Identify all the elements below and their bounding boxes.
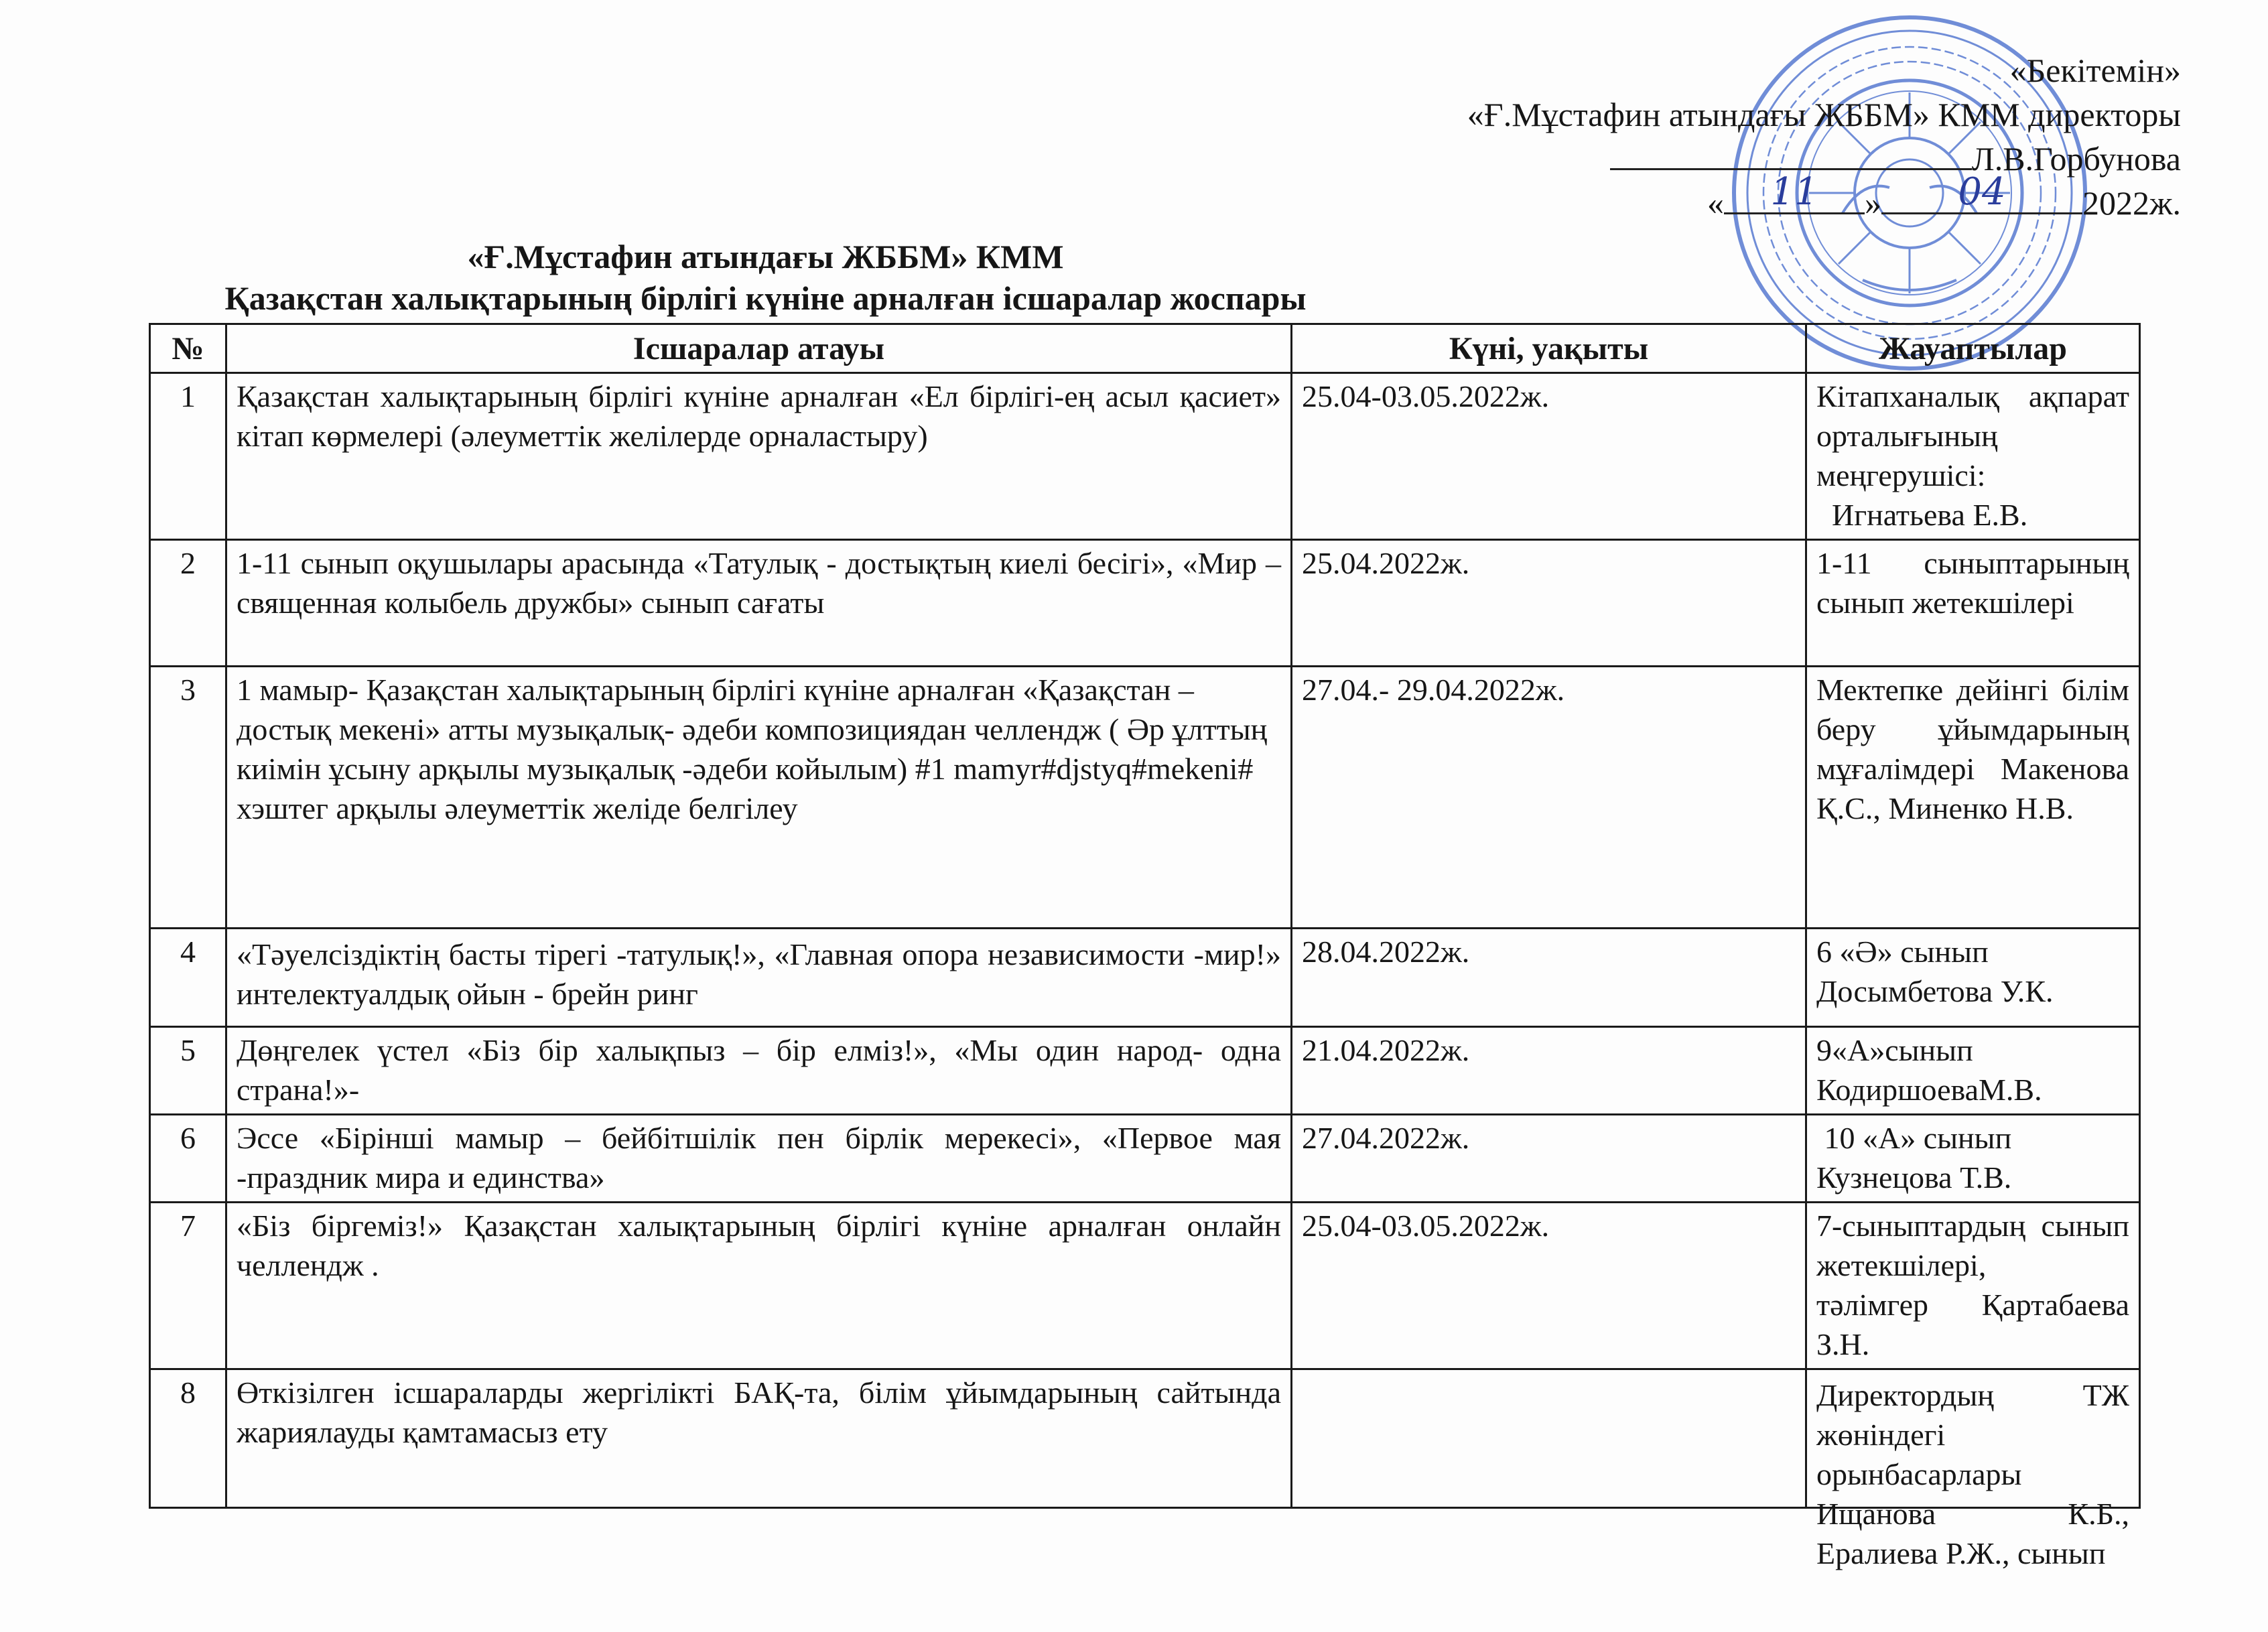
row-number: 6 (150, 1115, 226, 1203)
event-name-text: «Тәуелсіздіктің басты тірегі -татулық!», «Главная опора независимости -мир!» интелектуалдық ойын - брейн ринг (237, 937, 1281, 1011)
responsible-line: Кітапханалық ақпарат орталығының меңгерушісі: (1816, 379, 2129, 492)
event-date: 27.04.- 29.04.2022ж. (1292, 667, 1806, 929)
approval-date-row (1467, 170, 2181, 225)
organization-name: «Ғ.Мұстафин атындағы ЖББМ» КММ (467, 238, 1064, 275)
column-header-responsible: Жауаптылар (1806, 324, 2140, 373)
date-day-line (1724, 170, 1865, 214)
event-responsible (1806, 373, 2140, 540)
event-responsible (1806, 1115, 2140, 1203)
responsible-line: Игнатьева Е.В. (1816, 498, 2028, 532)
responsible-line: тәлімгер Қартабаева З.Н. (1816, 1288, 2129, 1361)
event-responsible (1806, 1369, 2140, 1570)
events-table (149, 323, 2141, 1570)
event-date: 25.04-03.05.2022ж. (1292, 373, 1806, 540)
signature-line (1610, 139, 1972, 170)
event-date: 25.04.2022ж. (1292, 540, 1806, 667)
table-row (150, 1203, 2140, 1369)
table-row (150, 540, 2140, 667)
event-date: 27.04.2022ж. (1292, 1115, 1806, 1203)
event-responsible (1806, 667, 2140, 929)
responsible-line: Директордың ТЖ жөніндегі орынбасарлары Ищанова К.Б., Ералиева Р.Ж., сынып (1816, 1378, 2129, 1570)
event-responsible (1806, 540, 2140, 667)
event-name: 1 мамыр- Қазақстан халықтарының бірлігі күніне арналған «Қазақстан – достық мекені» атты музықалық- әдеби композициядан челлендж ( Әр ұлттың киімін ұсыну арқылы музықалық -әдеби койылым) #1 mamyr#djstyq#mekeni# хэштег арқылы әлеуметтік желіде белгілеу (226, 667, 1292, 929)
responsible-line: Мектепке дейінгі білім беру ұйымдарының мұғалімдері Макенова Қ.С., Миненко Н.В. (1816, 673, 2129, 825)
approval-block (1467, 48, 2181, 225)
responsible-line: 10 «А» сынып (1816, 1121, 2012, 1155)
column-header-number: № (150, 324, 226, 373)
event-responsible (1806, 929, 2140, 1027)
table-row (150, 929, 2140, 1027)
date-month-handwriting: 04 (1958, 170, 2006, 214)
approval-signer: Л.В.Горбунова (1971, 140, 2181, 178)
event-name: «Біз біргеміз!» Қазақстан халықтарының бірлігі күніне арналған онлайн челлендж . (226, 1203, 1292, 1369)
event-date: 25.04-03.05.2022ж. (1292, 1203, 1806, 1369)
row-number: 7 (150, 1203, 226, 1369)
responsible-line: Досымбетова У.К. (1816, 974, 2054, 1008)
responsible-line: КодиршоеваМ.В. (1816, 1073, 2042, 1107)
event-name: Дөңгелек үстел «Біз бір халықпыз – бір елміз!», «Мы один народ- одна страна!»- (226, 1027, 1292, 1115)
responsible-line: 7-сыныптардың сынып жетекшілері, (1816, 1209, 2129, 1282)
event-date (1292, 1369, 1806, 1508)
column-header-date: Күні, уақыты (1292, 324, 1806, 373)
responsible-line: 9«А»сынып (1816, 1033, 1973, 1067)
table-row (150, 1115, 2140, 1203)
event-responsible (1806, 1203, 2140, 1369)
event-responsible (1806, 1027, 2140, 1115)
column-header-name: Ісшаралар атауы (226, 324, 1292, 373)
responsible-line: 1-11 сыныптарының сынып жетекшілері (1816, 546, 2129, 620)
event-name: Өткізілген ісшараларды жергілікті БАҚ-та, білім ұйымдарының сайтында жариялауды қамтамасыз ету (226, 1369, 1292, 1508)
approval-signature-row (1467, 137, 2181, 181)
table-row (150, 1369, 2140, 1508)
approval-title: «Бекітемін» (2009, 52, 2181, 89)
row-number: 2 (150, 540, 226, 667)
event-name: Қазақстан халықтарының бірлігі күніне арналған «Ел бірлігі-ең асыл қасиет» кітап көрмелері (әлеуметтік желілерде орналастыру) (226, 373, 1292, 540)
responsible-line: 6 «Ә» сынып (1816, 935, 1989, 969)
row-number: 3 (150, 667, 226, 929)
responsible-line: Кузнецова Т.В. (1816, 1160, 2012, 1195)
approval-position: «Ғ.Мұстафин атындағы ЖББМ» КММ директоры (1467, 96, 2181, 133)
plan-title: Қазақстан халықтарының бірлігі күніне арналған ісшаралар жоспары (224, 279, 1307, 317)
document-heading (0, 236, 1531, 319)
table-row (150, 1027, 2140, 1115)
row-number: 5 (150, 1027, 226, 1115)
event-name: Эссе «Бірінші мамыр – бейбітшілік пен бірлік мерекесі», «Первое мая -праздник мира и единства» (226, 1115, 1292, 1203)
table-row (150, 667, 2140, 929)
row-number: 1 (150, 373, 226, 540)
responsible-text (1816, 1373, 2129, 1570)
table-row (150, 373, 2140, 540)
row-number: 4 (150, 929, 226, 1027)
row-number: 8 (150, 1369, 226, 1508)
event-name: 1-11 сынып оқушылары арасында «Татулық - достықтың киелі бесігі», «Мир – священная колыбель дружбы» сынып сағаты (226, 540, 1292, 667)
date-month-line (1881, 170, 2082, 214)
date-quote-close: » (1864, 184, 1881, 222)
event-date: 28.04.2022ж. (1292, 929, 1806, 1027)
date-year: 2022ж. (2082, 184, 2181, 222)
date-day-handwriting: 11 (1770, 170, 1818, 214)
event-date: 21.04.2022ж. (1292, 1027, 1806, 1115)
event-name (226, 929, 1292, 1027)
table-header-row (150, 324, 2140, 373)
date-quote-open: « (1707, 184, 1724, 222)
